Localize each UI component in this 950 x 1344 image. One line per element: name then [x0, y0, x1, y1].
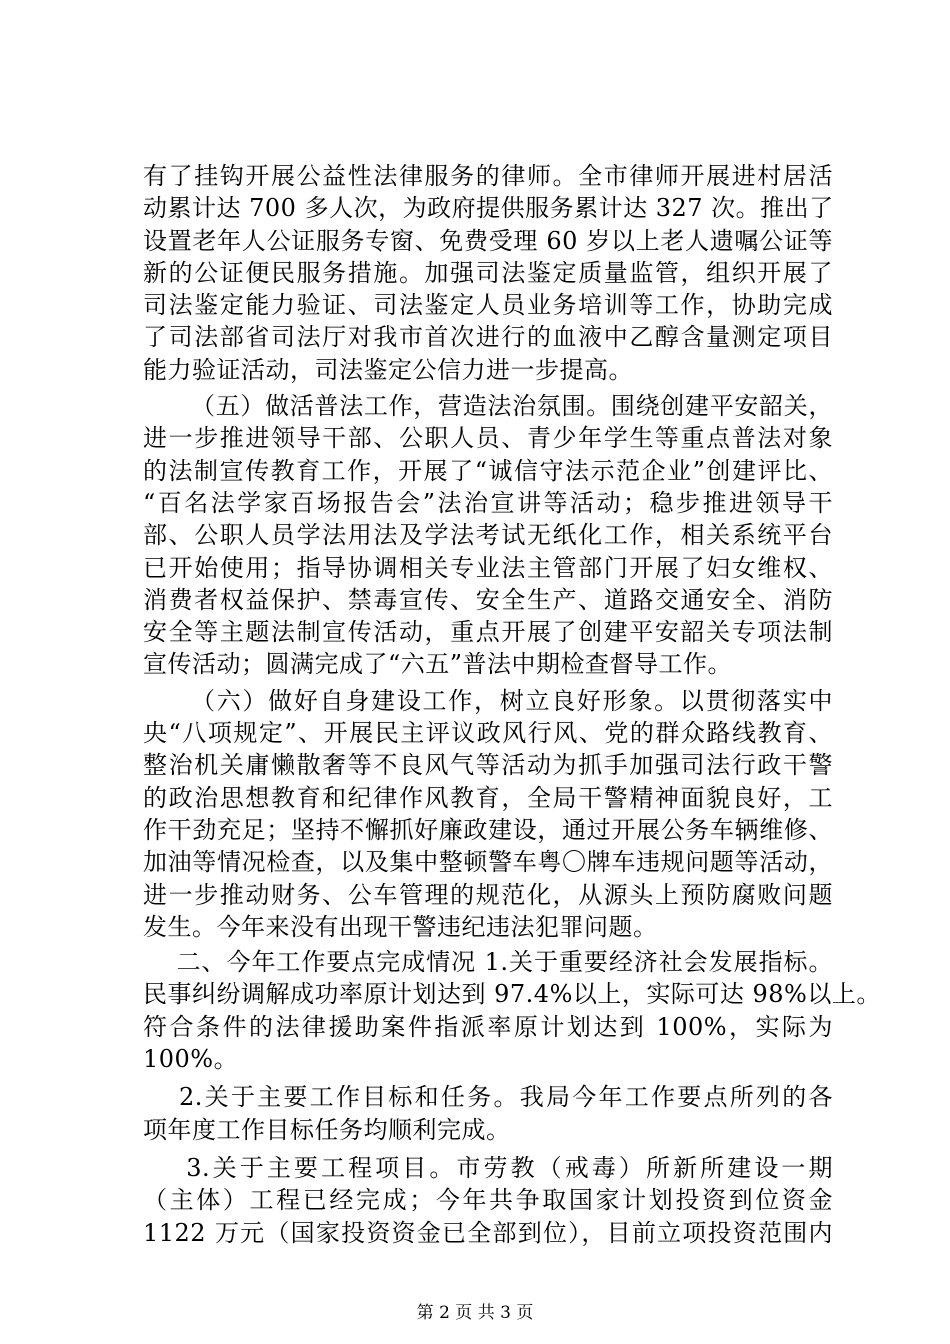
document-body: [143, 160, 881, 1249]
text-line: 能力验证活动，司法鉴定公信力进一步提高。: [143, 355, 633, 384]
text-line: 加油等情况检查，以及集中整顿警车粤〇牌车违规问题等活动，: [143, 848, 833, 877]
text-line: 2.关于主要工作目标和任务。我局今年工作要点所列的各: [179, 1083, 833, 1112]
text-line: 安全等主题法制宣传活动，重点开展了创建平安韶关专项法制: [143, 618, 833, 647]
text-line: 新的公证便民服务措施。加强司法鉴定质量监管，组织开展了: [143, 258, 833, 287]
text-line: 有了挂钩开展公益性法律服务的律师。全市律师开展进村居活: [143, 162, 833, 190]
text-line: 发生。今年来没有出现干警违纪违法犯罪问题。: [143, 912, 658, 941]
page-footer: 第 2 页 共 3 页: [416, 1303, 534, 1323]
text-line: 央“八项规定”、开展民主评议政风行风、党的群众路线教育、: [143, 719, 833, 748]
text-line: 司法鉴定能力验证、司法鉴定人员业务培训等工作，协助完成: [143, 291, 833, 320]
text-line: 民事纠纷调解成功率原计划达到 97.4%以上，实际可达 98%以上。: [143, 980, 881, 1009]
text-line: （六）做好自身建设工作，树立良好形象。以贯彻落实中: [191, 686, 833, 715]
text-line: 作干劲充足；坚持不懈抓好廉政建设，通过开展公务车辆维修、: [143, 815, 833, 844]
text-line: 项年度工作目标任务均顺利完成。: [143, 1115, 511, 1144]
text-line: 了司法部省司法厅对我市首次进行的血液中乙醇含量测定项目: [143, 323, 833, 352]
text-line: 动累计达 700 多人次，为政府提供服务累计达 327 次。推出了: [143, 194, 834, 223]
text-line: 消费者权益保护、禁毒宣传、安全生产、道路交通安全、消防: [143, 585, 833, 614]
text-line: 的政治思想教育和纪律作风教育，全局干警精神面貌良好，工: [143, 783, 833, 812]
text-line: （五）做活普法工作，营造法治氛围。围绕创建平安韶关，: [191, 392, 833, 421]
text-line: 设置老年人公证服务专窗、免费受理 60 岁以上老人遗嘱公证等: [143, 226, 833, 255]
text-line: （主体）工程已经完成；今年共争取国家计划投资到位资金: [143, 1186, 833, 1215]
text-line: 进一步推动财务、公车管理的规范化，从源头上预防腐败问题: [143, 880, 833, 909]
text-line: 100%。: [143, 1045, 239, 1074]
text-line: 1122 万元（国家投资资金已全部到位），目前立项投资范围内: [143, 1218, 833, 1247]
text-line: 已开始使用；指导协调相关专业法主管部门开展了妇女维权、: [143, 553, 833, 582]
text-line: 符合条件的法律援助案件指派率原计划达到 100%，实际为: [143, 1012, 833, 1041]
text-line: 的法制宣传教育工作，开展了“诚信守法示范企业”创建评比、: [143, 456, 833, 485]
text-line: 3.关于主要工程项目。市劳教（戒毒）所新所建设一期: [186, 1153, 833, 1182]
text-line: 宣传活动；圆满完成了“六五”普法中期检查督导工作。: [143, 650, 733, 679]
text-line: 整治机关庸懒散奢等不良风气等活动为抓手加强司法行政干警: [143, 751, 833, 780]
text-line: 部、公职人员学法用法及学法考试无纸化工作，相关系统平台: [143, 521, 833, 550]
text-line: 二、今年工作要点完成情况 1.关于重要经济社会发展指标。: [176, 948, 833, 977]
text-line: 进一步推进领导干部、公职人员、青少年学生等重点普法对象: [143, 424, 833, 453]
text-line: “百名法学家百场报告会”法治宣讲等活动；稳步推进领导干: [143, 488, 833, 517]
